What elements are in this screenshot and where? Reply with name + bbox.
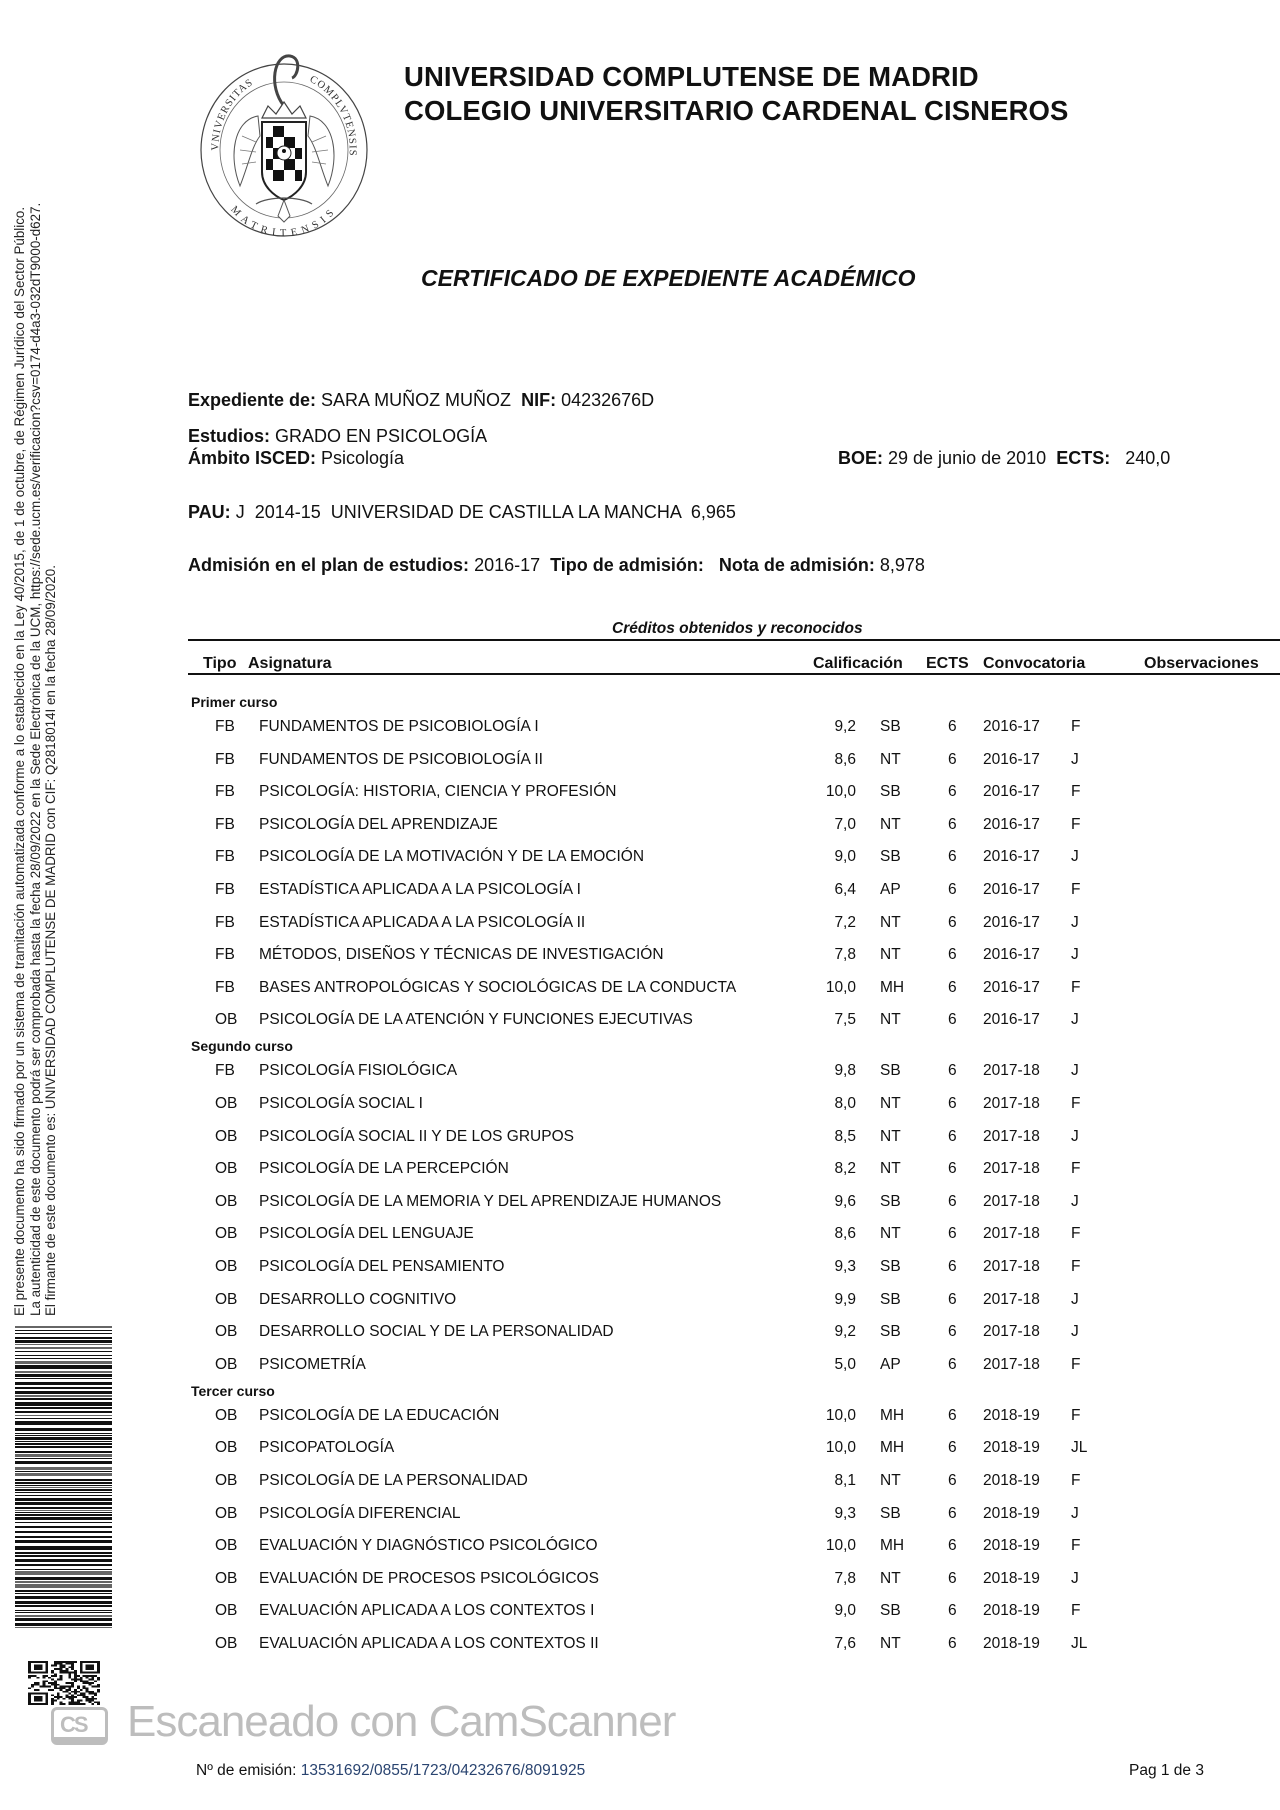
cell-calificacion: SB bbox=[880, 1258, 901, 1275]
cell-ects: 6 bbox=[948, 718, 957, 735]
cell-ects: 6 bbox=[948, 1355, 957, 1373]
table-row bbox=[0, 1536, 1280, 1556]
camscanner-icon bbox=[51, 1707, 108, 1745]
cell-tipo: FB bbox=[215, 1062, 235, 1080]
cell-convocatoria: JL bbox=[1071, 1635, 1088, 1652]
cell-convocatoria: F bbox=[1071, 783, 1081, 801]
table-row bbox=[0, 1438, 1280, 1458]
cell-convocatoria: F bbox=[1071, 1602, 1081, 1620]
section-label: Primer curso bbox=[191, 694, 278, 710]
cell-calificacion: MH bbox=[880, 1537, 905, 1555]
cell-asignatura: ESTADÍSTICA APLICADA A LA PSICOLOGÍA II bbox=[259, 913, 586, 931]
cell-asignatura: PSICOLOGÍA DE LA ATENCIÓN Y FUNCIONES EJECUTIVAS bbox=[259, 1011, 693, 1029]
cell-calificacion: SB bbox=[880, 848, 901, 866]
column-header-calificacion: Calificación bbox=[813, 655, 903, 672]
table-row bbox=[0, 1471, 1280, 1491]
cell-tipo: OB bbox=[215, 1192, 238, 1210]
cell-nota: 7,0 bbox=[834, 815, 856, 833]
cell-tipo: OB bbox=[215, 1160, 238, 1178]
cell-nota: 7,6 bbox=[834, 1635, 856, 1652]
side-notice-line: El presente documento ha sido firmado por un sistema de tramitación automatizada conforme a lo establecido en la Ley 40/2015, de 1 de octubre, de Régimen Jurídico del Sector Público. bbox=[12, 206, 27, 1316]
cell-calificacion: NT bbox=[880, 1011, 901, 1029]
cell-convocatoria: F bbox=[1071, 1537, 1081, 1555]
cell-ects: 6 bbox=[948, 1537, 957, 1555]
cell-nota: 8,6 bbox=[834, 750, 856, 768]
cell-nota: 8,6 bbox=[834, 1225, 856, 1243]
cell-tipo: OB bbox=[215, 1290, 238, 1308]
cell-nota: 10,0 bbox=[825, 1537, 856, 1555]
camscanner-watermark: Escaneado con CamScanner bbox=[127, 1697, 676, 1746]
table-header-rule bbox=[188, 673, 1280, 675]
cell-nota: 7,8 bbox=[834, 1569, 856, 1587]
cell-ects: 6 bbox=[948, 946, 957, 964]
cell-convocatoria: J bbox=[1071, 1323, 1079, 1341]
qr-code bbox=[28, 1661, 100, 1705]
cell-calificacion: NT bbox=[880, 1095, 901, 1112]
cell-calificacion: SB bbox=[880, 1290, 901, 1308]
table-row bbox=[0, 1290, 1280, 1310]
cell-convocatoria: F bbox=[1071, 1472, 1081, 1489]
nota-admision-label: Nota de admisión: bbox=[718, 555, 875, 575]
cell-tipo: OB bbox=[215, 1127, 238, 1145]
cell-convocatoria: J bbox=[1071, 1192, 1079, 1210]
cell-nota: 7,5 bbox=[834, 1011, 856, 1029]
table-row bbox=[0, 1061, 1280, 1081]
cell-convocatoria: J bbox=[1071, 913, 1079, 931]
cell-nota: 6,4 bbox=[834, 881, 856, 898]
cell-curso: 2018-19 bbox=[983, 1504, 1040, 1522]
cell-nota: 5,0 bbox=[834, 1355, 856, 1373]
cell-nota: 9,9 bbox=[834, 1290, 856, 1308]
cell-ects: 6 bbox=[948, 1095, 957, 1112]
admision-value: 2016-17 bbox=[474, 555, 541, 575]
table-row bbox=[0, 880, 1280, 900]
cell-convocatoria: JL bbox=[1071, 1439, 1088, 1457]
college-name: COLEGIO UNIVERSITARIO CARDENAL CISNEROS bbox=[404, 95, 1069, 126]
cell-tipo: FB bbox=[215, 750, 235, 768]
cell-asignatura: EVALUACIÓN Y DIAGNÓSTICO PSICOLÓGICO bbox=[259, 1537, 598, 1555]
cell-ects: 6 bbox=[948, 1406, 957, 1424]
cell-tipo: OB bbox=[215, 1095, 238, 1112]
cell-convocatoria: F bbox=[1071, 1225, 1081, 1243]
cell-calificacion: SB bbox=[880, 783, 901, 801]
table-row bbox=[0, 717, 1280, 737]
cell-curso: 2016-17 bbox=[983, 913, 1040, 931]
cell-calificacion: NT bbox=[880, 815, 901, 833]
table-title: Créditos obtenidos y reconocidos bbox=[612, 620, 863, 637]
cell-tipo: FB bbox=[215, 815, 235, 833]
nota-admision-value: 8,978 bbox=[879, 555, 925, 575]
expediente-line bbox=[188, 389, 654, 411]
cell-nota: 8,1 bbox=[834, 1472, 856, 1489]
cell-asignatura: PSICOLOGÍA SOCIAL I bbox=[259, 1095, 423, 1112]
cell-convocatoria: F bbox=[1071, 815, 1081, 833]
university-name: UNIVERSIDAD COMPLUTENSE DE MADRID bbox=[404, 61, 979, 92]
cell-tipo: FB bbox=[215, 946, 235, 964]
expediente-label: Expediente de: bbox=[188, 390, 317, 410]
pau-line bbox=[188, 501, 736, 523]
table-row bbox=[0, 1406, 1280, 1426]
cell-curso: 2017-18 bbox=[983, 1323, 1040, 1341]
cell-tipo: OB bbox=[215, 1537, 238, 1555]
cell-tipo: FB bbox=[215, 718, 235, 735]
cell-curso: 2016-17 bbox=[983, 848, 1040, 866]
cell-asignatura: EVALUACIÓN APLICADA A LOS CONTEXTOS II bbox=[259, 1635, 599, 1652]
cell-tipo: OB bbox=[215, 1323, 238, 1341]
cell-calificacion: MH bbox=[880, 1439, 905, 1457]
cell-convocatoria: F bbox=[1071, 1095, 1081, 1112]
cell-ects: 6 bbox=[948, 1290, 957, 1308]
cell-calificacion: SB bbox=[880, 1323, 901, 1341]
cell-nota: 9,3 bbox=[834, 1504, 856, 1522]
cell-ects: 6 bbox=[948, 1472, 957, 1489]
table-row bbox=[0, 945, 1280, 965]
table-top-rule bbox=[188, 639, 1280, 641]
table-row bbox=[0, 913, 1280, 933]
column-header-observaciones: Observaciones bbox=[1144, 655, 1259, 672]
cell-asignatura: PSICOMETRÍA bbox=[259, 1355, 366, 1373]
boe-value: 29 de junio de 2010 bbox=[888, 448, 1047, 468]
cell-convocatoria: F bbox=[1071, 1160, 1081, 1178]
cell-tipo: OB bbox=[215, 1472, 238, 1489]
cell-curso: 2016-17 bbox=[983, 815, 1040, 833]
cell-curso: 2018-19 bbox=[983, 1569, 1040, 1587]
ects-total-value: 240,0 bbox=[1125, 448, 1171, 468]
cell-convocatoria: F bbox=[1071, 1355, 1081, 1373]
cell-curso: 2018-19 bbox=[983, 1439, 1040, 1457]
cell-tipo: OB bbox=[215, 1355, 238, 1373]
cell-ects: 6 bbox=[948, 1569, 957, 1587]
cell-calificacion: NT bbox=[880, 1569, 901, 1587]
section-label: Segundo curso bbox=[191, 1038, 293, 1055]
cell-ects: 6 bbox=[948, 978, 957, 996]
cell-calificacion: NT bbox=[880, 946, 901, 964]
cell-convocatoria: J bbox=[1071, 1569, 1079, 1587]
cell-curso: 2018-19 bbox=[983, 1635, 1040, 1652]
cell-calificacion: NT bbox=[880, 1635, 901, 1652]
cell-calificacion: SB bbox=[880, 1602, 901, 1620]
cell-convocatoria: F bbox=[1071, 718, 1081, 735]
cell-asignatura: FUNDAMENTOS DE PSICOBIOLOGÍA II bbox=[259, 750, 543, 768]
ects-total-label: ECTS: bbox=[1056, 448, 1111, 468]
cell-ects: 6 bbox=[948, 783, 957, 801]
cell-curso: 2017-18 bbox=[983, 1095, 1040, 1112]
cell-tipo: FB bbox=[215, 848, 235, 866]
university-crest-logo bbox=[198, 46, 370, 240]
cell-ects: 6 bbox=[948, 1602, 957, 1620]
cell-ects: 6 bbox=[948, 815, 957, 833]
column-header-tipo: Tipo bbox=[203, 655, 237, 672]
cell-curso: 2018-19 bbox=[983, 1472, 1040, 1489]
ambito-line bbox=[188, 447, 404, 469]
cell-calificacion: AP bbox=[880, 881, 901, 898]
table-row bbox=[0, 1127, 1280, 1147]
cell-ects: 6 bbox=[948, 913, 957, 931]
cell-curso: 2016-17 bbox=[983, 718, 1040, 735]
table-row bbox=[0, 1094, 1280, 1114]
cell-nota: 8,5 bbox=[834, 1127, 856, 1145]
cell-convocatoria: J bbox=[1071, 1062, 1079, 1080]
tipo-admision-label: Tipo de admisión: bbox=[550, 555, 704, 575]
cell-tipo: OB bbox=[215, 1258, 238, 1275]
cell-curso: 2018-19 bbox=[983, 1602, 1040, 1620]
cell-nota: 8,0 bbox=[834, 1095, 856, 1112]
table-row bbox=[0, 1355, 1280, 1375]
crest-motto-bottom: MATRITENSIS bbox=[228, 204, 340, 240]
cell-calificacion: SB bbox=[880, 1504, 901, 1522]
section-label: Tercer curso bbox=[191, 1382, 275, 1399]
cell-calificacion: NT bbox=[880, 1225, 901, 1243]
cell-asignatura: PSICOLOGÍA FISIOLÓGICA bbox=[259, 1062, 458, 1080]
cell-nota: 10,0 bbox=[825, 978, 856, 996]
emision-label: Nº de emisión: bbox=[196, 1762, 297, 1779]
cell-asignatura: PSICOLOGÍA DE LA MEMORIA Y DEL APRENDIZAJE HUMANOS bbox=[259, 1192, 722, 1210]
cell-curso: 2017-18 bbox=[983, 1355, 1040, 1373]
cell-curso: 2017-18 bbox=[983, 1258, 1040, 1275]
cell-asignatura: ESTADÍSTICA APLICADA A LA PSICOLOGÍA I bbox=[259, 881, 581, 898]
cell-convocatoria: F bbox=[1071, 1406, 1081, 1424]
side-notice-line: La autenticidad de este documento podrá ser comprobada hasta la fecha 28/09/2022 en la Sede Electrónica de la UCM, https://sede.ucm.es/verificacion?csv=0174-d4a3-032dT9000-d627. bbox=[27, 202, 43, 1316]
cell-tipo: OB bbox=[215, 1569, 238, 1587]
cell-ects: 6 bbox=[948, 1192, 957, 1210]
cell-calificacion: SB bbox=[880, 1192, 901, 1210]
cell-ects: 6 bbox=[948, 881, 957, 898]
cell-nota: 10,0 bbox=[825, 783, 856, 801]
table-row bbox=[0, 1634, 1280, 1654]
emision-number: 13531692/0855/1723/04232676/8091925 bbox=[300, 1762, 586, 1779]
cell-ects: 6 bbox=[948, 1504, 957, 1522]
nif-value: 04232676D bbox=[561, 390, 655, 410]
cell-tipo: OB bbox=[215, 1602, 238, 1620]
cell-asignatura: EVALUACIÓN DE PROCESOS PSICOLÓGICOS bbox=[259, 1569, 599, 1587]
cell-curso: 2017-18 bbox=[983, 1192, 1040, 1210]
emision-footer bbox=[196, 1762, 585, 1780]
table-row bbox=[0, 1010, 1280, 1030]
cell-tipo: OB bbox=[215, 1439, 238, 1457]
crest-motto-left: VNIVERSITAS bbox=[210, 77, 256, 151]
cell-tipo: FB bbox=[215, 978, 235, 996]
cell-asignatura: PSICOLOGÍA DE LA PERCEPCIÓN bbox=[259, 1160, 509, 1178]
estudios-value: GRADO EN PSICOLOGÍA bbox=[275, 426, 488, 446]
cell-asignatura: PSICOLOGÍA DE LA MOTIVACIÓN Y DE LA EMOCIÓN bbox=[259, 848, 645, 866]
cell-nota: 9,2 bbox=[834, 718, 856, 735]
cell-calificacion: SB bbox=[880, 718, 901, 735]
cell-tipo: FB bbox=[215, 913, 235, 931]
cell-asignatura: PSICOLOGÍA DE LA EDUCACIÓN bbox=[259, 1406, 500, 1424]
cell-nota: 7,2 bbox=[834, 913, 856, 931]
cell-convocatoria: J bbox=[1071, 946, 1079, 964]
admision-line bbox=[188, 554, 925, 576]
table-row bbox=[0, 782, 1280, 802]
cell-ects: 6 bbox=[948, 1225, 957, 1243]
cell-asignatura: EVALUACIÓN APLICADA A LOS CONTEXTOS I bbox=[259, 1602, 595, 1620]
table-row bbox=[0, 1601, 1280, 1621]
column-header-ects: ECTS bbox=[926, 655, 969, 672]
cell-nota: 9,2 bbox=[834, 1323, 856, 1341]
cell-curso: 2016-17 bbox=[983, 1011, 1040, 1029]
side-notice-line: El firmante de este documento es: UNIVERSIDAD COMPLUTENSE DE MADRID con CIF: Q2818014I en la fecha 28/09/2020. bbox=[43, 565, 58, 1316]
cell-calificacion: NT bbox=[880, 750, 901, 768]
document-title: CERTIFICADO DE EXPEDIENTE ACADÉMICO bbox=[421, 265, 916, 291]
pau-value: J 2014-15 UNIVERSIDAD DE CASTILLA LA MANCHA 6,965 bbox=[235, 502, 736, 522]
table-row bbox=[0, 847, 1280, 867]
cell-tipo: OB bbox=[215, 1504, 238, 1522]
cell-nota: 9,0 bbox=[834, 1602, 856, 1620]
cell-tipo: FB bbox=[215, 783, 235, 801]
cell-nota: 9,0 bbox=[834, 848, 856, 866]
crest-motto-right: COMPLVTENSIS bbox=[307, 73, 358, 157]
cell-ects: 6 bbox=[948, 848, 957, 866]
cell-ects: 6 bbox=[948, 1127, 957, 1145]
estudios-line bbox=[188, 425, 487, 447]
boe-label: BOE: bbox=[838, 448, 883, 468]
cell-tipo: OB bbox=[215, 1406, 238, 1424]
table-row bbox=[0, 1224, 1280, 1244]
cell-calificacion: NT bbox=[880, 913, 901, 931]
cell-convocatoria: J bbox=[1071, 1504, 1079, 1522]
cell-curso: 2018-19 bbox=[983, 1537, 1040, 1555]
table-row bbox=[0, 1569, 1280, 1589]
cell-convocatoria: F bbox=[1071, 1258, 1081, 1275]
cell-convocatoria: J bbox=[1071, 1011, 1079, 1029]
cell-tipo: OB bbox=[215, 1225, 238, 1243]
pau-label: PAU: bbox=[188, 502, 231, 522]
table-row bbox=[0, 1192, 1280, 1212]
cell-nota: 7,8 bbox=[834, 946, 856, 964]
cell-curso: 2016-17 bbox=[983, 783, 1040, 801]
ambito-label: Ámbito ISCED: bbox=[188, 448, 316, 468]
column-header-asignatura: Asignatura bbox=[248, 655, 332, 672]
cell-asignatura: PSICOLOGÍA DEL PENSAMIENTO bbox=[259, 1258, 505, 1275]
cell-asignatura: PSICOLOGÍA: HISTORIA, CIENCIA Y PROFESIÓN bbox=[259, 783, 617, 801]
cell-asignatura: PSICOLOGÍA DE LA PERSONALIDAD bbox=[259, 1472, 528, 1489]
cell-convocatoria: J bbox=[1071, 848, 1079, 866]
cell-curso: 2018-19 bbox=[983, 1406, 1040, 1424]
cell-asignatura: PSICOLOGÍA DEL LENGUAJE bbox=[259, 1225, 474, 1243]
nif-label: NIF: bbox=[521, 390, 557, 410]
cell-curso: 2016-17 bbox=[983, 881, 1040, 898]
cell-ects: 6 bbox=[948, 1011, 957, 1029]
cell-curso: 2016-17 bbox=[983, 750, 1040, 768]
cell-nota: 9,6 bbox=[834, 1192, 856, 1210]
cell-curso: 2017-18 bbox=[983, 1127, 1040, 1145]
cell-curso: 2017-18 bbox=[983, 1290, 1040, 1308]
table-row bbox=[0, 1159, 1280, 1179]
ambito-value: Psicología bbox=[321, 448, 405, 468]
cell-nota: 9,3 bbox=[834, 1258, 856, 1275]
table-row bbox=[0, 750, 1280, 770]
cell-tipo: OB bbox=[215, 1635, 238, 1652]
cell-asignatura: DESARROLLO COGNITIVO bbox=[259, 1290, 457, 1308]
cell-asignatura: MÉTODOS, DISEÑOS Y TÉCNICAS DE INVESTIGACIÓN bbox=[259, 946, 664, 964]
cell-tipo: FB bbox=[215, 881, 235, 898]
cell-ects: 6 bbox=[948, 1160, 957, 1178]
cell-curso: 2017-18 bbox=[983, 1062, 1040, 1080]
cell-ects: 6 bbox=[948, 1258, 957, 1275]
camscanner-icon-text: CS bbox=[60, 1712, 87, 1737]
cell-asignatura: PSICOLOGÍA DEL APRENDIZAJE bbox=[259, 815, 498, 833]
cell-asignatura: PSICOLOGÍA SOCIAL II Y DE LOS GRUPOS bbox=[259, 1127, 574, 1145]
cell-ects: 6 bbox=[948, 1062, 957, 1080]
cell-ects: 6 bbox=[948, 1323, 957, 1341]
student-name: SARA MUÑOZ MUÑOZ bbox=[321, 390, 512, 410]
page-number: Pag 1 de 3 bbox=[1129, 1762, 1204, 1779]
cell-curso: 2016-17 bbox=[983, 946, 1040, 964]
cell-calificacion: NT bbox=[880, 1127, 901, 1145]
cell-asignatura: PSICOLOGÍA DIFERENCIAL bbox=[259, 1504, 461, 1522]
cell-nota: 10,0 bbox=[825, 1406, 856, 1424]
cell-ects: 6 bbox=[948, 1439, 957, 1457]
table-row bbox=[0, 1257, 1280, 1277]
cell-asignatura: BASES ANTROPOLÓGICAS Y SOCIOLÓGICAS DE LA CONDUCTA bbox=[259, 978, 737, 996]
table-row bbox=[0, 978, 1280, 998]
cell-curso: 2017-18 bbox=[983, 1225, 1040, 1243]
cell-asignatura: PSICOPATOLOGÍA bbox=[259, 1439, 395, 1457]
cell-calificacion: MH bbox=[880, 1406, 905, 1424]
cell-nota: 8,2 bbox=[834, 1160, 856, 1178]
admision-label: Admisión en el plan de estudios: bbox=[188, 555, 470, 575]
table-row bbox=[0, 1322, 1280, 1342]
table-row bbox=[0, 815, 1280, 835]
cell-convocatoria: J bbox=[1071, 1127, 1079, 1145]
boe-line bbox=[838, 447, 1170, 469]
cell-curso: 2016-17 bbox=[983, 978, 1040, 996]
cell-ects: 6 bbox=[948, 1635, 957, 1652]
institution-title bbox=[404, 60, 1068, 128]
cell-asignatura: FUNDAMENTOS DE PSICOBIOLOGÍA I bbox=[259, 718, 539, 735]
estudios-label: Estudios: bbox=[188, 426, 271, 446]
cell-calificacion: NT bbox=[880, 1160, 901, 1178]
cell-nota: 10,0 bbox=[825, 1439, 856, 1457]
cell-convocatoria: J bbox=[1071, 750, 1079, 768]
cell-calificacion: SB bbox=[880, 1062, 901, 1080]
cell-curso: 2017-18 bbox=[983, 1160, 1040, 1178]
cell-convocatoria: J bbox=[1071, 1290, 1079, 1308]
cell-convocatoria: F bbox=[1071, 978, 1081, 996]
cell-asignatura: DESARROLLO SOCIAL Y DE LA PERSONALIDAD bbox=[259, 1323, 614, 1341]
cell-calificacion: NT bbox=[880, 1472, 901, 1489]
cell-calificacion: MH bbox=[880, 978, 905, 996]
cell-tipo: OB bbox=[215, 1011, 238, 1029]
cell-nota: 9,8 bbox=[834, 1062, 856, 1080]
cell-calificacion: AP bbox=[880, 1355, 901, 1373]
cell-convocatoria: F bbox=[1071, 881, 1081, 898]
column-header-convocatoria: Convocatoria bbox=[983, 655, 1086, 672]
table-row bbox=[0, 1504, 1280, 1524]
cell-ects: 6 bbox=[948, 750, 957, 768]
